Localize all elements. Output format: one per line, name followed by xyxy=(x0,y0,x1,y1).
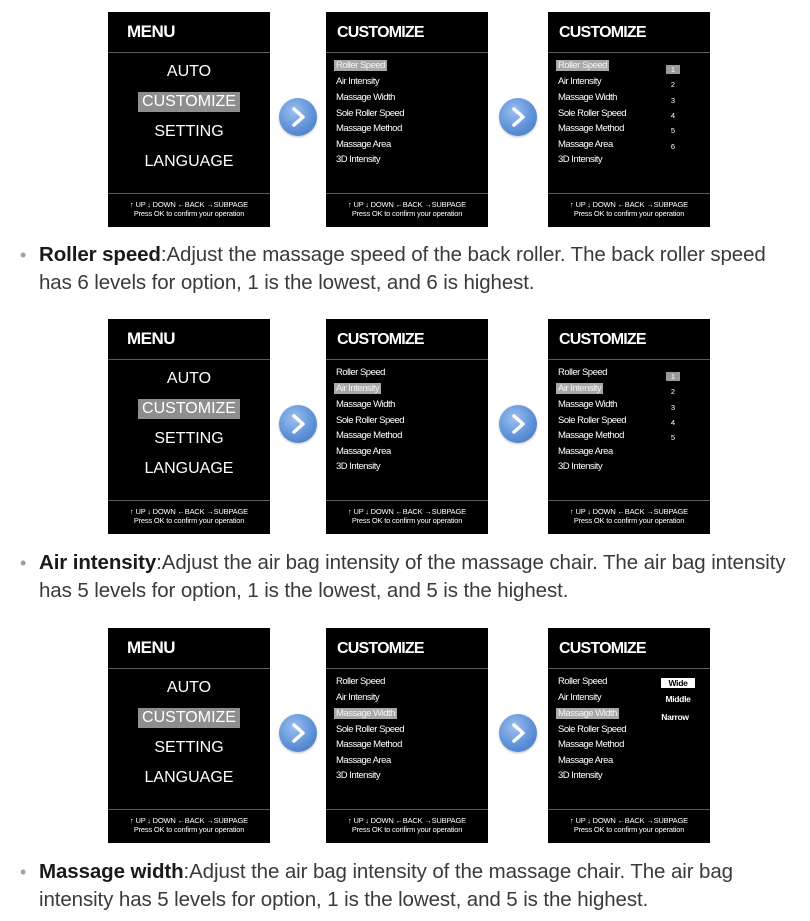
menu-screen xyxy=(108,12,270,227)
menu-item-setting[interactable]: SETTING xyxy=(154,123,224,140)
sub-item-massage-method[interactable]: Massage Method xyxy=(558,430,624,441)
bullet-icon: • xyxy=(20,553,27,573)
confirm-hint: Press OK to confirm your operation xyxy=(133,516,245,525)
sub-item-massage-method[interactable]: Massage Method xyxy=(336,430,402,441)
menu-item-setting[interactable]: SETTING xyxy=(154,739,224,756)
sub-item-massage-area[interactable]: Massage Area xyxy=(558,139,613,150)
confirm-hint: Press OK to confirm your operation xyxy=(351,209,463,218)
option-wide[interactable]: Wide xyxy=(661,678,695,688)
nav-hint: ↑ UP ↓ DOWN ←BACK →SUBPAGE xyxy=(570,200,688,209)
sub-item-massage-area[interactable]: Massage Area xyxy=(336,755,391,766)
term: Massage width xyxy=(39,860,184,883)
nav-hint: ↑ UP ↓ DOWN ←BACK →SUBPAGE xyxy=(348,816,466,825)
sub-item-roller-speed[interactable]: Roller Speed xyxy=(336,367,385,378)
option-level-3[interactable]: 3 xyxy=(670,96,676,105)
divider xyxy=(326,193,488,194)
description-text: :Adjust the massage speed of the back roller. The back roller speed has 6 levels for option, 1 is the lowest, and 6 is highest. xyxy=(39,243,766,294)
sub-item-sole-roller-speed[interactable]: Sole Roller Speed xyxy=(558,724,627,735)
sub-item-air-intensity[interactable]: Air Intensity xyxy=(558,383,602,394)
menu-item-auto[interactable]: AUTO xyxy=(166,679,212,696)
nav-hint: ↑ UP ↓ DOWN ←BACK →SUBPAGE xyxy=(348,200,466,209)
sub-item-air-intensity[interactable]: Air Intensity xyxy=(558,76,602,87)
confirm-hint: Press OK to confirm your operation xyxy=(133,209,245,218)
sub-item-air-intensity[interactable]: Air Intensity xyxy=(336,383,380,394)
divider xyxy=(108,359,270,360)
chevron-right-icon xyxy=(279,98,317,136)
sub-item-massage-method[interactable]: Massage Method xyxy=(558,739,624,750)
bullet-icon: • xyxy=(20,245,27,265)
menu-item-setting[interactable]: SETTING xyxy=(154,430,224,447)
sub-item-massage-method[interactable]: Massage Method xyxy=(558,123,624,134)
sub-item-massage-area[interactable]: Massage Area xyxy=(558,446,613,457)
divider xyxy=(548,193,710,194)
sub-item-sole-roller-speed[interactable]: Sole Roller Speed xyxy=(558,415,627,426)
description-roller-speed xyxy=(20,241,800,297)
divider xyxy=(548,52,710,53)
divider xyxy=(326,500,488,501)
description-text: :Adjust the air bag intensity of the massage chair. The air bag intensity has 5 levels for option, 1 is the lowest, and 5 is the highest. xyxy=(39,860,733,911)
term: Air intensity xyxy=(39,551,157,574)
nav-hint: ↑ UP ↓ DOWN ←BACK →SUBPAGE xyxy=(570,816,688,825)
next-arrow xyxy=(279,405,317,443)
sub-item-3d-intensity[interactable]: 3D Intensity xyxy=(336,461,381,472)
menu-title: MENU xyxy=(127,329,176,348)
next-arrow xyxy=(279,98,317,136)
sub-item-roller-speed[interactable]: Roller Speed xyxy=(336,676,385,687)
chevron-right-icon xyxy=(279,405,317,443)
option-level-4[interactable]: 4 xyxy=(670,418,676,427)
sub-item-massage-area[interactable]: Massage Area xyxy=(336,139,391,150)
customize-options-screen xyxy=(548,628,710,843)
sub-item-roller-speed[interactable]: Roller Speed xyxy=(558,676,607,687)
chevron-right-icon xyxy=(499,98,537,136)
customize-screen xyxy=(326,319,488,534)
divider xyxy=(326,809,488,810)
sub-item-massage-area[interactable]: Massage Area xyxy=(336,446,391,457)
divider xyxy=(108,193,270,194)
sub-item-massage-width[interactable]: Massage Width xyxy=(558,92,617,103)
divider xyxy=(108,52,270,53)
sub-item-roller-speed[interactable]: Roller Speed xyxy=(558,367,607,378)
sub-item-massage-method[interactable]: Massage Method xyxy=(336,123,402,134)
sub-item-massage-method[interactable]: Massage Method xyxy=(336,739,402,750)
confirm-hint: Press OK to confirm your operation xyxy=(573,209,685,218)
description-text: :Adjust the air bag intensity of the massage chair. The air bag intensity has 5 levels for option, 1 is the lowest, and 5 is the highest. xyxy=(39,551,786,602)
bullet-icon: • xyxy=(20,862,27,882)
divider xyxy=(326,359,488,360)
customize-title: CUSTOMIZE xyxy=(559,331,646,348)
sub-item-3d-intensity[interactable]: 3D Intensity xyxy=(558,154,603,165)
customize-title: CUSTOMIZE xyxy=(337,640,424,657)
customize-title: CUSTOMIZE xyxy=(337,24,424,41)
divider xyxy=(548,500,710,501)
nav-hint: ↑ UP ↓ DOWN ←BACK →SUBPAGE xyxy=(130,507,248,516)
divider xyxy=(326,668,488,669)
divider xyxy=(548,809,710,810)
customize-title: CUSTOMIZE xyxy=(337,331,424,348)
next-arrow xyxy=(499,405,537,443)
option-level-1[interactable]: 1 xyxy=(666,372,680,381)
option-narrow[interactable]: Narrow xyxy=(661,712,689,722)
nav-hint: ↑ UP ↓ DOWN ←BACK →SUBPAGE xyxy=(570,507,688,516)
customize-options-screen xyxy=(548,12,710,227)
section-roller-speed-screens xyxy=(0,12,810,227)
next-arrow xyxy=(279,714,317,752)
sub-item-sole-roller-speed[interactable]: Sole Roller Speed xyxy=(336,724,405,735)
sub-item-massage-width[interactable]: Massage Width xyxy=(336,92,395,103)
section-massage-width-screens xyxy=(0,628,810,843)
menu-item-language[interactable]: LANGUAGE xyxy=(144,460,234,477)
sub-item-air-intensity[interactable]: Air Intensity xyxy=(336,76,380,87)
menu-item-language[interactable]: LANGUAGE xyxy=(144,153,234,170)
sub-item-massage-width[interactable]: Massage Width xyxy=(336,399,395,410)
sub-item-air-intensity[interactable]: Air Intensity xyxy=(558,692,602,703)
customize-options-screen xyxy=(548,319,710,534)
option-level-2[interactable]: 2 xyxy=(670,80,676,89)
customize-title: CUSTOMIZE xyxy=(559,640,646,657)
sub-item-massage-area[interactable]: Massage Area xyxy=(558,755,613,766)
option-level-6[interactable]: 6 xyxy=(670,142,676,151)
section-air-intensity-screens xyxy=(0,319,810,534)
next-arrow xyxy=(499,98,537,136)
sub-item-3d-intensity[interactable]: 3D Intensity xyxy=(558,770,603,781)
customize-screen xyxy=(326,628,488,843)
divider xyxy=(108,668,270,669)
option-middle[interactable]: Middle xyxy=(665,694,691,704)
divider xyxy=(548,359,710,360)
menu-item-auto[interactable]: AUTO xyxy=(166,63,212,80)
next-arrow xyxy=(499,714,537,752)
confirm-hint: Press OK to confirm your operation xyxy=(573,825,685,834)
menu-screen xyxy=(108,628,270,843)
sub-item-air-intensity[interactable]: Air Intensity xyxy=(336,692,380,703)
menu-title: MENU xyxy=(127,638,176,657)
menu-screen xyxy=(108,319,270,534)
chevron-right-icon xyxy=(499,405,537,443)
confirm-hint: Press OK to confirm your operation xyxy=(133,825,245,834)
divider xyxy=(326,52,488,53)
nav-hint: ↑ UP ↓ DOWN ←BACK →SUBPAGE xyxy=(130,816,248,825)
sub-item-massage-width[interactable]: Massage Width xyxy=(558,708,617,719)
sub-item-3d-intensity[interactable]: 3D Intensity xyxy=(336,154,381,165)
chevron-right-icon xyxy=(279,714,317,752)
description-air-intensity xyxy=(20,549,800,605)
option-level-4[interactable]: 4 xyxy=(670,111,676,120)
customize-title: CUSTOMIZE xyxy=(559,24,646,41)
option-level-2[interactable]: 2 xyxy=(670,387,676,396)
sub-item-3d-intensity[interactable]: 3D Intensity xyxy=(558,461,603,472)
divider xyxy=(108,809,270,810)
nav-hint: ↑ UP ↓ DOWN ←BACK →SUBPAGE xyxy=(130,200,248,209)
sub-item-roller-speed[interactable]: Roller Speed xyxy=(336,60,385,71)
option-level-5[interactable]: 5 xyxy=(670,433,676,442)
menu-item-customize[interactable]: CUSTOMIZE xyxy=(108,708,270,728)
menu-item-language[interactable]: LANGUAGE xyxy=(144,769,234,786)
menu-item-auto[interactable]: AUTO xyxy=(166,370,212,387)
divider xyxy=(548,668,710,669)
menu-item-customize[interactable]: CUSTOMIZE xyxy=(108,399,270,419)
option-level-5[interactable]: 5 xyxy=(670,126,676,135)
sub-item-3d-intensity[interactable]: 3D Intensity xyxy=(336,770,381,781)
confirm-hint: Press OK to confirm your operation xyxy=(351,516,463,525)
nav-hint: ↑ UP ↓ DOWN ←BACK →SUBPAGE xyxy=(348,507,466,516)
option-level-3[interactable]: 3 xyxy=(670,403,676,412)
description-massage-width xyxy=(20,858,800,914)
sub-item-sole-roller-speed[interactable]: Sole Roller Speed xyxy=(336,108,405,119)
menu-title: MENU xyxy=(127,22,176,41)
divider xyxy=(108,500,270,501)
sub-item-massage-width[interactable]: Massage Width xyxy=(336,708,395,719)
confirm-hint: Press OK to confirm your operation xyxy=(573,516,685,525)
term: Roller speed xyxy=(39,243,161,266)
customize-screen xyxy=(326,12,488,227)
sub-item-sole-roller-speed[interactable]: Sole Roller Speed xyxy=(336,415,405,426)
confirm-hint: Press OK to confirm your operation xyxy=(351,825,463,834)
sub-item-roller-speed[interactable]: Roller Speed xyxy=(558,60,607,71)
sub-item-massage-width[interactable]: Massage Width xyxy=(558,399,617,410)
chevron-right-icon xyxy=(499,714,537,752)
menu-item-customize[interactable]: CUSTOMIZE xyxy=(108,92,270,112)
option-level-1[interactable]: 1 xyxy=(666,65,680,74)
sub-item-sole-roller-speed[interactable]: Sole Roller Speed xyxy=(558,108,627,119)
